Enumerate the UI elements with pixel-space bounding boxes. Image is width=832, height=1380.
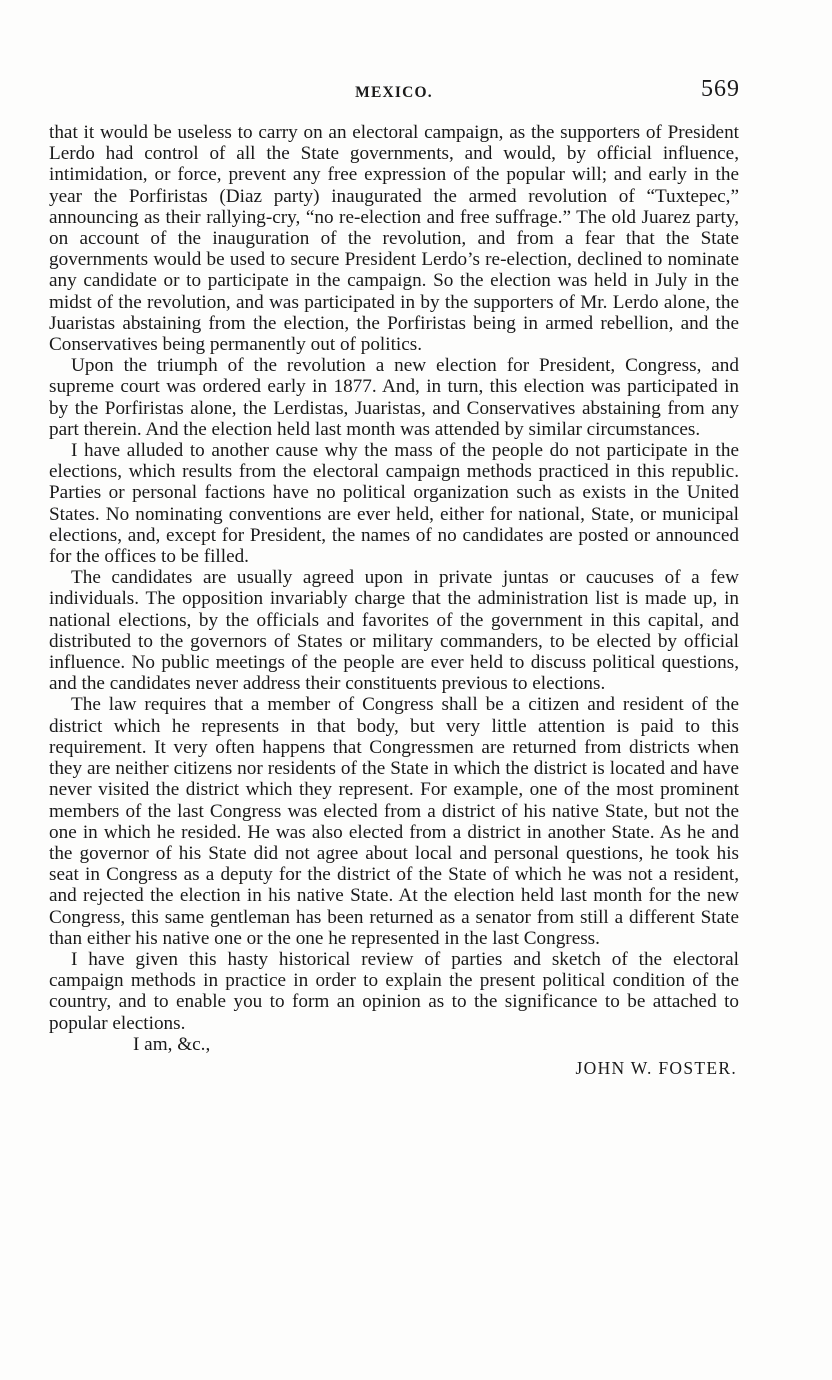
paragraph: The law requires that a member of Congress shall be a citizen and resident of the district which he represents in that body, but very little attention is paid to this requirement. It very often happens that Congressmen are returned from districts when they are neither citizens nor residents of the State in which the district is located and have never visited the district which they represent. For example, one of the most prominent members of the last Congress was elected from a district of his native State, but not the one in which he resided. He was also elected from a district in another State. As he and the governor of his State did not agree about local and personal questions, he took his seat in Congress as a deputy for the district of the State of which he was not a resident, and rejected the election in his native State. At the election held last month for the new Congress, this same gentleman has been returned as a senator from still a different State than either his native one or the one he represented in the last Congress. [49, 694, 739, 949]
paragraph: I have given this hasty historical review of parties and sketch of the electoral campaign methods in practice in order to explain the present political condition of the country, and to enable you to form an opinion as to the significance to be attached to popular elections. [49, 948, 739, 1034]
running-head [48, 76, 740, 106]
page-number: 569 [701, 76, 740, 102]
body-text [49, 122, 739, 1081]
paragraph: The candidates are usually agreed upon in private juntas or caucuses of a few individuals. The opposition invariably charge that the administration list is made up, in national elections, by the officials and favorites of the government in this capital, and distributed to the governors of States or military commanders, to be elected by official influence. No public meetings of the people are ever held to discuss political questions, and the candidates never address their constituents previous to elections. [49, 567, 739, 695]
paragraph: I have alluded to another cause why the mass of the people do not participate in the elections, which results from the electoral campaign methods practiced in this republic. Parties or personal factions have no political organization such as exists in the United States. No nominating conventions are ever held, either for national, State, or municipal elections, and, except for President, the names of no candidates are posted or announced for the offices to be filled. [49, 440, 739, 568]
closing-line: I am, &c., [133, 1033, 211, 1055]
paragraph: Upon the triumph of the revolution a new election for President, Congress, and supreme court was ordered early in 1877. And, in turn, this election was participated in by the Porfiristas alone, the Lerdistas, Juaristas, and Conservatives abstaining from any part therein. And the election held last month was attended by similar circumstances. [49, 355, 739, 440]
running-title: MEXICO. [355, 84, 433, 101]
signature: JOHN W. FOSTER. [575, 1057, 737, 1078]
paragraph-continued: that it would be useless to carry on an electoral campaign, as the supporters of President Lerdo had control of all the State governments, and would, by official influence, intimidation, or force, prevent any free expression of the popular will; and early in the year the Porfiristas (Diaz party) inaugurated the armed revolution of “Tuxtepec,” announcing as their rallying-cry, “no re-election and free suffrage.” The old Juarez party, on account of the inauguration of the revolution, and from a fear that the State governments would be used to secure President Lerdo’s re-election, declined to nominate any candidate or to participate in the campaign. So the election was held in July in the midst of the revolution, and was participated in by the supporters of Mr. Lerdo alone, the Juaristas abstaining from the election, the Porfiristas being in armed rebellion, and the Conservatives being permanently out of politics. [49, 122, 739, 356]
